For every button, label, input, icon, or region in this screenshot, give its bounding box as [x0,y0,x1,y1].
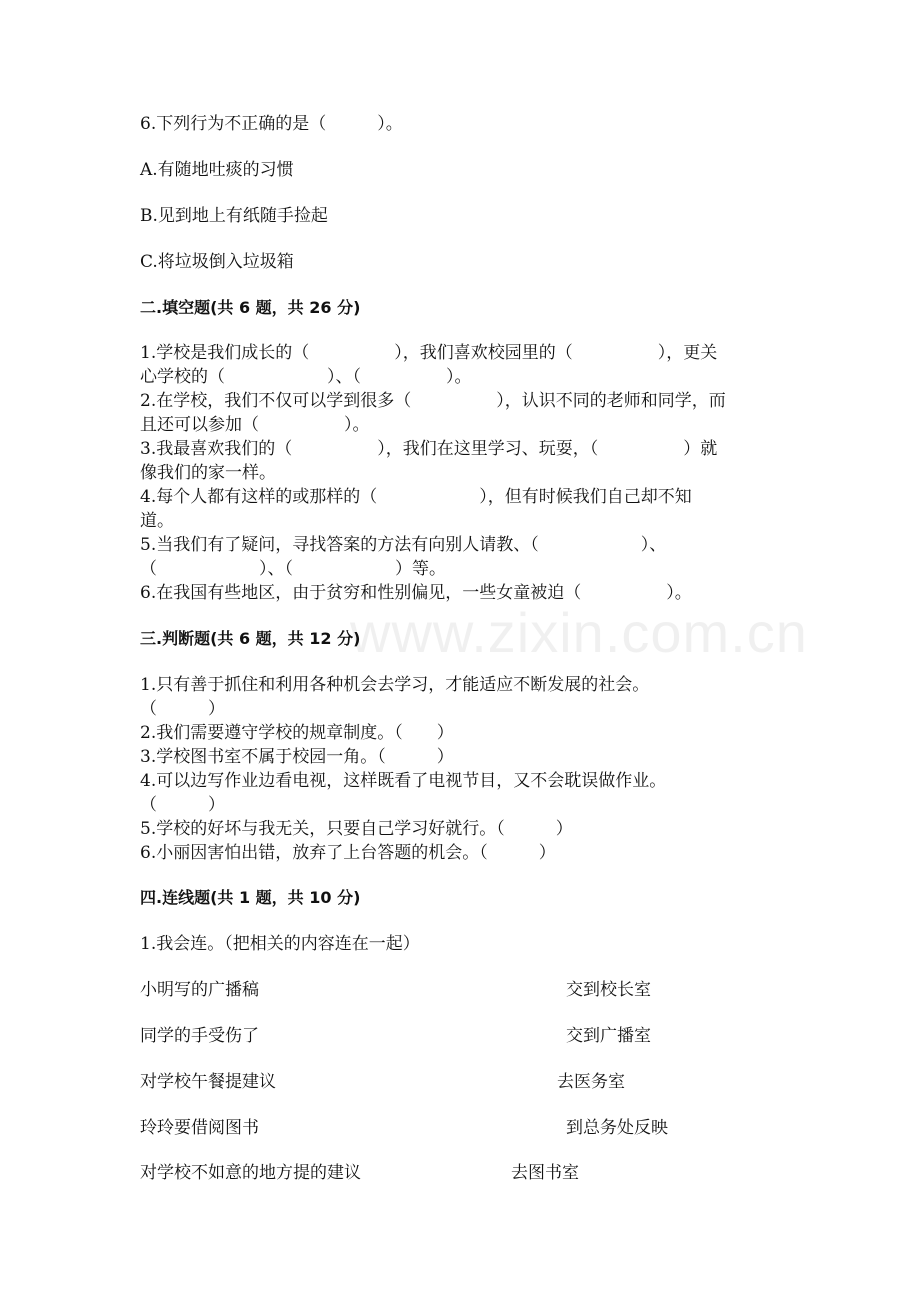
fill-line: 像我们的家一样。 [140,463,276,483]
judge-line: 1.只有善于抓住和利用各种机会去学习，才能适应不断发展的社会。 [140,675,650,695]
fill-line: 3.我最喜欢我们的（ ），我们在这里学习、玩耍，（ ）就 [140,439,718,459]
fill-line: 1.学校是我们成长的（ ），我们喜欢校园里的（ ），更关 [140,343,718,363]
judge-line: 6.小丽因害怕出错，放弃了上台答题的机会。（ ） [140,843,556,863]
section-2-title: 二.填空题(共 6 题，共 26 分) [140,298,361,317]
judge-line: （ ） [140,699,225,719]
fill-line: 5.当我们有了疑问，寻找答案的方法有向别人请教、（ ）、 [140,535,667,555]
fill-line: （ ）、（ ）等。 [140,559,446,579]
match-right-item: 去图书室 [511,1163,579,1183]
judge-line: 2.我们需要遵守学校的规章制度。（ ） [140,723,454,743]
fill-line: 心学校的（ ）、（ ）。 [140,367,472,387]
option-a: A.有随地吐痰的习惯 [140,160,294,180]
match-right-item: 交到广播室 [566,1026,651,1046]
fill-line: 2.在学校，我们不仅可以学到很多（ ），认识不同的老师和同学，而 [140,391,726,411]
section-3-title: 三.判断题(共 6 题，共 12 分) [140,629,361,648]
fill-line: 4.每个人都有这样的或那样的（ ），但有时候我们自己却不知 [140,487,692,507]
watermark: www.zixin.com.cn [350,601,808,664]
match-left-item: 对学校不如意的地方提的建议 [140,1163,361,1183]
match-right-item: 交到校长室 [566,980,651,1000]
judge-line: 4.可以边写作业边看电视，这样既看了电视节目，又不会耽误做作业。 [140,771,667,791]
question-6-stem: 6.下列行为不正确的是（ ）。 [140,114,403,134]
judge-line: 3.学校图书室不属于校园一角。（ ） [140,747,454,767]
match-left-item: 同学的手受伤了 [140,1026,259,1046]
section-4-title: 四.连线题(共 1 题，共 10 分) [140,888,361,907]
judge-line: 5.学校的好坏与我无关，只要自己学习好就行。（ ） [140,819,573,839]
option-b: B.见到地上有纸随手捡起 [140,206,328,226]
judge-line: （ ） [140,795,225,815]
fill-line: 6.在我国有些地区，由于贫穷和性别偏见，一些女童被迫（ ）。 [140,583,692,603]
matching-question: 1.我会连。（把相关的内容连在一起） [140,934,420,954]
match-left-item: 对学校午餐提建议 [140,1072,276,1092]
option-c: C.将垃圾倒入垃圾箱 [140,252,294,272]
match-left-item: 玲玲要借阅图书 [140,1118,259,1138]
match-right-item: 到总务处反映 [566,1118,668,1138]
fill-line: 道。 [140,511,174,531]
match-left-item: 小明写的广播稿 [140,980,259,1000]
match-right-item: 去医务室 [557,1072,625,1092]
fill-line: 且还可以参加（ ）。 [140,415,370,435]
